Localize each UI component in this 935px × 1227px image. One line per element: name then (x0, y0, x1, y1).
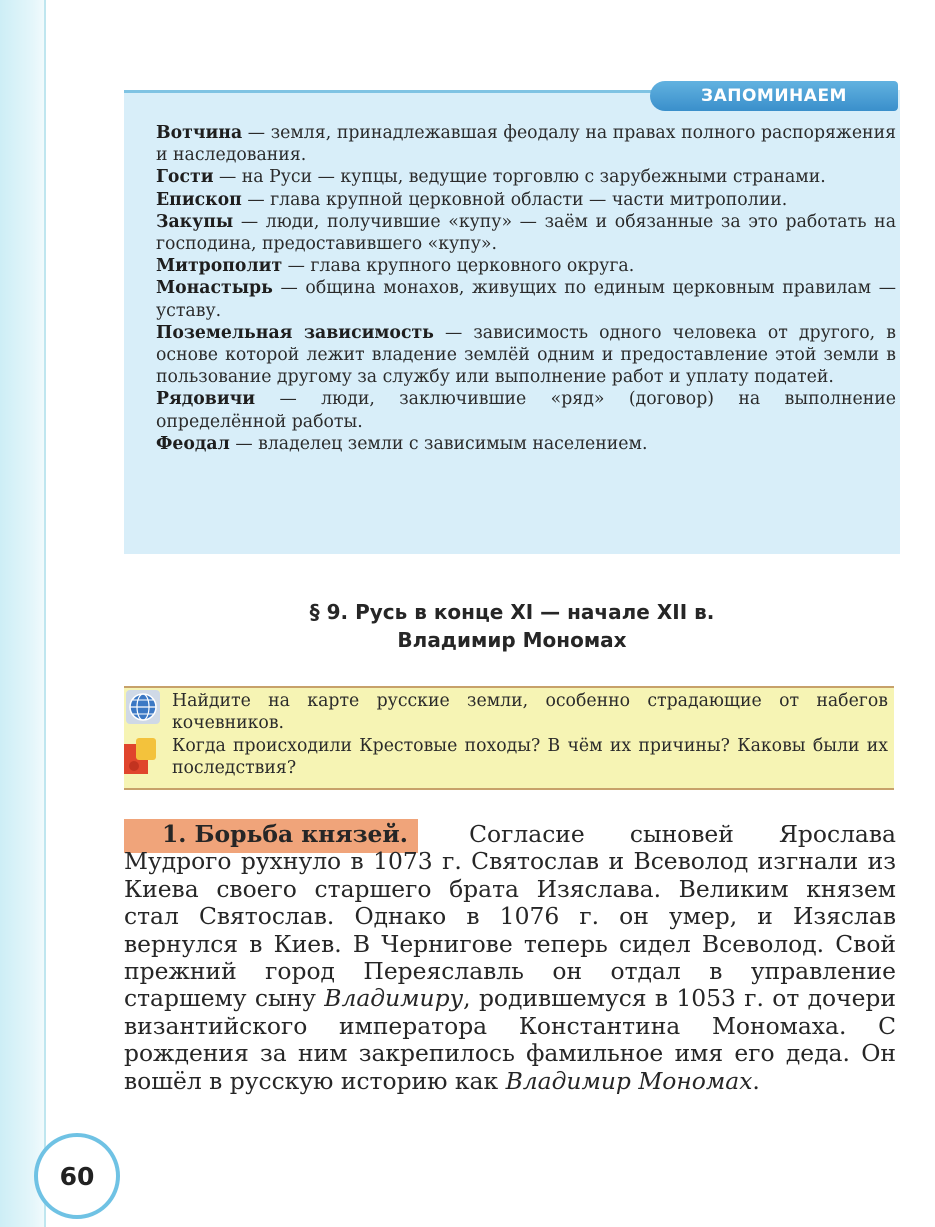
glossary-definition: — зависимость одного человека от другого, в основе которой лежит владение землёй одним и предоставление этой земли в пользование другому за службу или выполнение работ и уплату податей. (156, 322, 896, 388)
puzzle-icon (122, 736, 160, 776)
glossary-term: Закупы (156, 211, 234, 232)
glossary-top-rule (124, 90, 664, 93)
glossary-entry (156, 433, 896, 455)
glossary-definition: — глава крупной церковной области — части митрополии. (241, 189, 788, 210)
glossary-term: Поземельная зависимость (156, 322, 434, 343)
globe-icon (126, 690, 160, 724)
paragraph-subtitle: Владимир Мономах (397, 628, 627, 652)
body-text-run: , родившемуся в 1053 г. от дочери византийского императора Константина Мономаха. С рождения за ним закрепилось фамильное имя его деда. Он вошёл в русскую историю как (124, 984, 896, 1095)
body-text-run: . (752, 1066, 760, 1095)
paragraph-title: § 9. Русь в конце XI — начале XII в. (309, 600, 715, 624)
section-body (124, 821, 896, 1095)
questions-text (172, 690, 888, 780)
page-margin-strip (0, 0, 46, 1227)
paragraph-heading (124, 598, 900, 654)
question-item: Найдите на карте русские земли, особенно страдающие от набегов кочевников. (172, 691, 888, 734)
glossary-entry (156, 388, 896, 432)
glossary-entry (156, 211, 896, 255)
section-title: 1. Борьба князей. (162, 820, 408, 848)
glossary-entry (156, 255, 896, 277)
glossary-tab: ЗАПОМИНАЕМ (650, 81, 898, 111)
glossary-definition: — глава крупного церковного округа. (282, 256, 635, 277)
glossary-entry (156, 122, 896, 166)
glossary-term: Митрополит (156, 256, 283, 277)
glossary-term: Монастырь (156, 278, 273, 299)
glossary-term: Вотчина (156, 123, 243, 143)
glossary-entry (156, 189, 896, 211)
glossary-entry (156, 322, 896, 389)
section-paragraph (124, 821, 896, 1095)
body-italic-name: Владимиру (324, 984, 464, 1013)
body-text-run: Согласие сыновей Ярослава Мудрого рухнуло в 1073 г. Святослав и Всеволод изгнали из Киева своего старшего брата Изяслава. Великим князем стал Святослав. Однако в 1076 г. он умер, и Изяслав вернулся в Киев. В Чернигове теперь сидел Всеволод. Свой прежний город Переяславль он отдал в управление старшему сыну (124, 820, 896, 1013)
glossary-definition: — владелец земли с зависимым населением. (229, 433, 648, 454)
page-number: 60 (34, 1133, 120, 1219)
glossary-entry (156, 166, 896, 188)
glossary-definition: — люди, заключившие «ряд» (договор) на выполнение определённой работы. (156, 389, 896, 432)
glossary-definition: — на Руси — купцы, ведущие торговлю с зарубежными странами. (213, 167, 826, 188)
glossary-definition: — община монахов, живущих по единым церковным правилам — уставу. (156, 278, 896, 321)
glossary-term: Епископ (156, 189, 242, 210)
glossary-definition: — люди, получившие «купу» — заём и обязанные за это работать на господина, предоставившего «купу». (156, 211, 896, 255)
body-italic-name: Владимир Мономах (505, 1066, 753, 1095)
glossary-entry (156, 277, 896, 321)
question-item: Когда происходили Крестовые походы? В чём их причины? Каковы были их последствия? (172, 735, 888, 779)
glossary-term: Гости (156, 167, 214, 188)
glossary-term: Рядовичи (156, 389, 256, 410)
glossary-term: Феодал (156, 433, 230, 454)
glossary-definition: — земля, принадлежавшая феодалу на правах полного распоряжения и наследования. (156, 123, 896, 166)
glossary-list (156, 122, 896, 455)
